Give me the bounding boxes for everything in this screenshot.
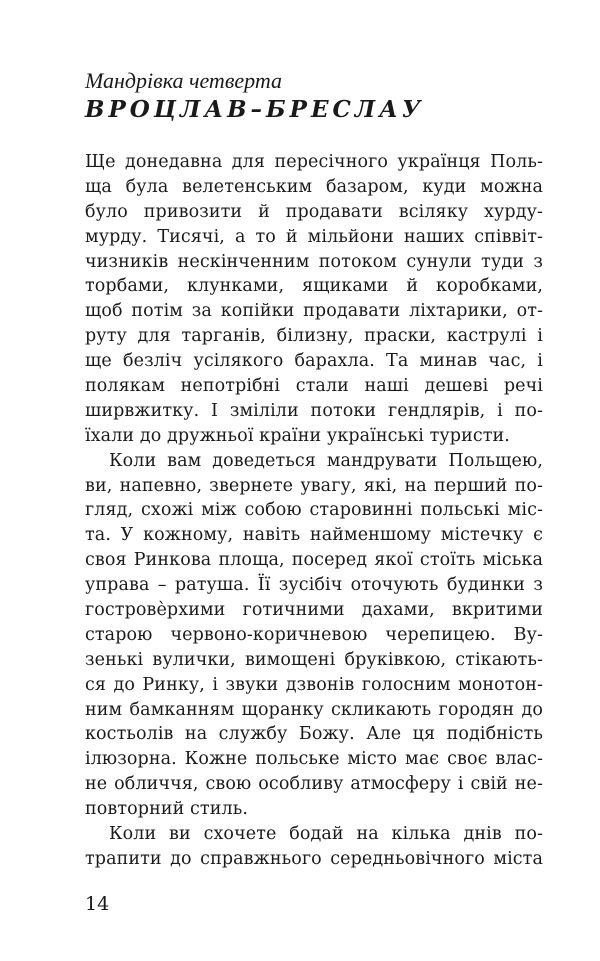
text-line: ща була велетенським базаром, куди можна [85, 176, 543, 197]
text-line: трапити до справжнього середньовічного міста [85, 848, 543, 869]
text-line: торбами, клунками, ящиками й коробками, [85, 276, 543, 297]
text-line: чизників нескінченним потоком сунули туди з [85, 251, 543, 272]
text-line: було привозити й продавати всіляку хурду- [85, 201, 543, 222]
text-line: Коли ви схочете бодай на кілька днів по- [109, 824, 543, 845]
text-line: щоб потім за копійки продавати ліхтарики, от- [85, 301, 543, 322]
text-line: не обличчя, свою особливу атмосферу і свій не- [85, 774, 543, 795]
text-line: повторний стиль. [85, 799, 248, 820]
text-line: ще безліч усілякого барахла. Та минав час, і [85, 351, 543, 372]
text-line: зенькі вулички, вимощені бруківкою, стікають- [85, 649, 543, 670]
page-number: 14 [85, 893, 110, 915]
text-line: ся до Ринку, і звуки дзвонів голосним монотон- [85, 674, 543, 695]
chapter-subtitle: Мандрівка четверта [85, 68, 283, 93]
text-line: управа – ратуша. Її зусібіч оточують будинки з [85, 575, 543, 596]
text-line: костьолів на службу Божу. Але ця подібність [85, 724, 543, 745]
text-line: старою червоно-коричневою черепицею. Ву- [85, 624, 543, 645]
text-line: та. У кожному, навіть найменшому містечку є [85, 525, 543, 546]
text-line: ілюзорна. Кожне польське місто має своє влас- [85, 749, 543, 770]
text-line: ширвжитку. І зміліли потоки гендлярів, і по- [85, 400, 543, 421]
text-line: ви, напевно, звернете увагу, які, на перший по- [85, 475, 543, 496]
body-text [85, 150, 543, 872]
text-line: мурду. Тисячі, а то й мільйони наших співвіт- [85, 226, 543, 247]
text-line: руту для тарганів, білизну, праски, каструлі і [85, 326, 543, 347]
text-line: ним бамканням щоранку скликають городян до [85, 699, 543, 720]
text-line: їхали до дружньої країни українські туристи. [85, 425, 510, 446]
chapter-title: ВРОЦЛАВ–БРЕСЛАУ [85, 96, 425, 123]
text-line: своя Ринкова площа, посеред якої стоїть міська [85, 550, 543, 571]
text-line: полякам непотрібні стали наші дешеві речі [85, 376, 543, 397]
text-line: гостровѐрхими готичними дахами, вкритими [85, 600, 543, 621]
text-line: гляд, схожі між собою старовинні польські міс- [85, 500, 543, 521]
text-line: Ще донедавна для пересічного українця Поль- [85, 152, 543, 172]
text-line: Коли вам доведеться мандрувати Польщею, [109, 450, 543, 471]
